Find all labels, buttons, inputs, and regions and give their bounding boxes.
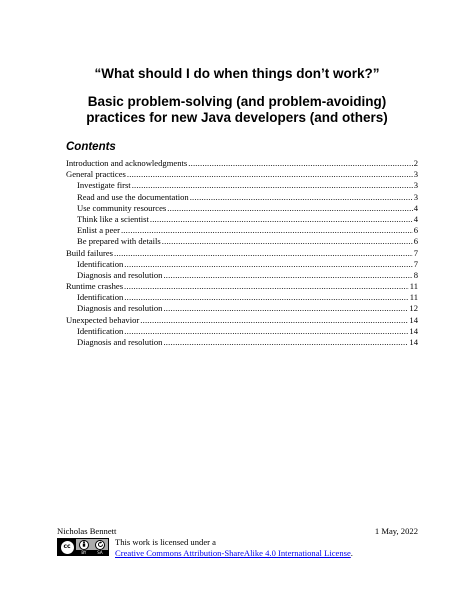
toc-entry[interactable] — [66, 225, 418, 236]
toc-entry[interactable] — [66, 303, 418, 314]
toc-entry-page: 11 — [409, 292, 418, 303]
toc-entry-page: 3 — [413, 191, 418, 202]
toc-entry[interactable] — [66, 169, 418, 180]
toc-leader-dots — [163, 337, 408, 348]
cc-badge-icons — [76, 539, 108, 550]
toc-entry-page: 7 — [413, 247, 418, 258]
table-of-contents — [66, 158, 418, 348]
toc-leader-dots — [121, 225, 413, 236]
toc-entry-page: 4 — [413, 213, 418, 224]
toc-entry-page: 14 — [409, 337, 418, 347]
toc-leader-dots — [163, 303, 408, 314]
toc-entry-title: Build failures — [66, 247, 114, 258]
document-subtitle-line-1: Basic problem-solving (and problem-avoiding) — [87, 94, 387, 109]
toc-entry[interactable] — [66, 236, 418, 247]
toc-leader-dots — [124, 326, 408, 337]
toc-entry[interactable] — [66, 192, 418, 203]
toc-entry-title: Read and use the documentation — [77, 191, 189, 202]
toc-entry-page: 3 — [413, 180, 418, 191]
by-label: BY — [81, 550, 87, 555]
toc-entry-title: Identification — [77, 325, 124, 336]
toc-entry-title: Be prepared with details — [77, 236, 161, 247]
toc-entry-title: Diagnosis and resolution — [77, 269, 163, 280]
toc-entry-page: 3 — [413, 169, 418, 180]
person-icon — [79, 540, 89, 550]
toc-leader-dots — [124, 259, 412, 270]
toc-leader-dots — [188, 158, 412, 169]
toc-entry-page: 12 — [409, 303, 418, 314]
license-line — [115, 548, 353, 559]
person-icon-glyph — [81, 541, 87, 548]
cc-license-badge[interactable] — [57, 538, 109, 556]
toc-leader-dots — [124, 281, 409, 292]
author-name: Nicholas Bennett — [57, 526, 117, 536]
toc-entry[interactable] — [66, 180, 418, 191]
toc-leader-dots — [150, 214, 413, 225]
share-alike-icon — [95, 540, 105, 550]
toc-entry-title: General practices — [66, 169, 126, 180]
license-link[interactable]: Creative Commons Attribution-ShareAlike 4.0 International License — [115, 548, 351, 558]
toc-leader-dots — [162, 236, 413, 247]
toc-entry[interactable] — [66, 203, 418, 214]
toc-leader-dots — [167, 203, 412, 214]
publication-date: 1 May, 2022 — [374, 526, 418, 536]
toc-entry-page: 6 — [413, 225, 418, 236]
toc-entry[interactable] — [66, 214, 418, 225]
toc-entry-page: 2 — [413, 158, 418, 168]
toc-entry-title: Introduction and acknowledgments — [66, 158, 188, 168]
toc-entry[interactable] — [66, 259, 418, 270]
cc-circle: cc — [60, 540, 75, 555]
toc-entry-title: Diagnosis and resolution — [77, 337, 163, 347]
toc-entry[interactable] — [66, 326, 418, 337]
license-notice — [115, 537, 353, 559]
toc-leader-dots — [127, 169, 413, 180]
toc-leader-dots — [190, 192, 413, 203]
toc-entry[interactable] — [66, 158, 418, 169]
toc-entry[interactable] — [66, 270, 418, 281]
toc-leader-dots — [140, 315, 408, 326]
cc-badge-terms — [76, 539, 108, 555]
toc-entry-title: Enlist a peer — [77, 225, 120, 236]
toc-entry[interactable] — [66, 315, 418, 326]
toc-leader-dots — [163, 270, 412, 281]
toc-entry-page: 4 — [413, 202, 418, 213]
toc-entry[interactable] — [66, 337, 418, 348]
toc-entry-title: Diagnosis and resolution — [77, 303, 163, 314]
toc-entry[interactable] — [66, 281, 418, 292]
toc-entry-title: Investigate first — [77, 180, 131, 191]
toc-entry-title: Runtime crashes — [66, 281, 124, 292]
toc-entry[interactable] — [66, 292, 418, 303]
cc-logo-icon — [58, 539, 76, 555]
sa-label: SA — [97, 550, 103, 555]
toc-entry-title: Think like a scientist — [77, 213, 149, 224]
toc-leader-dots — [124, 292, 408, 303]
toc-entry-page: 11 — [409, 281, 418, 292]
toc-leader-dots — [132, 180, 413, 191]
toc-entry-title: Unexpected behavior — [66, 314, 140, 325]
cc-badge-labels — [76, 550, 108, 555]
document-subtitle-line-2: practices for new Java developers (and others) — [86, 110, 388, 125]
toc-entry-page: 14 — [409, 314, 418, 325]
toc-entry[interactable] — [66, 248, 418, 259]
toc-entry-page: 7 — [413, 258, 418, 269]
toc-leader-dots — [114, 248, 413, 259]
document-title-line-1: “What should I do when things don’t work?” — [94, 66, 380, 81]
toc-entry-title: Identification — [77, 292, 124, 303]
license-prefix: This work is licensed under a — [115, 537, 216, 547]
license-suffix: . — [350, 548, 353, 558]
toc-entry-page: 14 — [409, 325, 418, 336]
toc-entry-page: 8 — [413, 269, 418, 280]
toc-entry-title: Identification — [77, 258, 124, 269]
toc-entry-title: Use community resources — [77, 202, 167, 213]
contents-heading: Contents — [66, 141, 116, 153]
toc-entry-page: 6 — [413, 236, 418, 247]
share-alike-icon-glyph — [97, 541, 104, 548]
